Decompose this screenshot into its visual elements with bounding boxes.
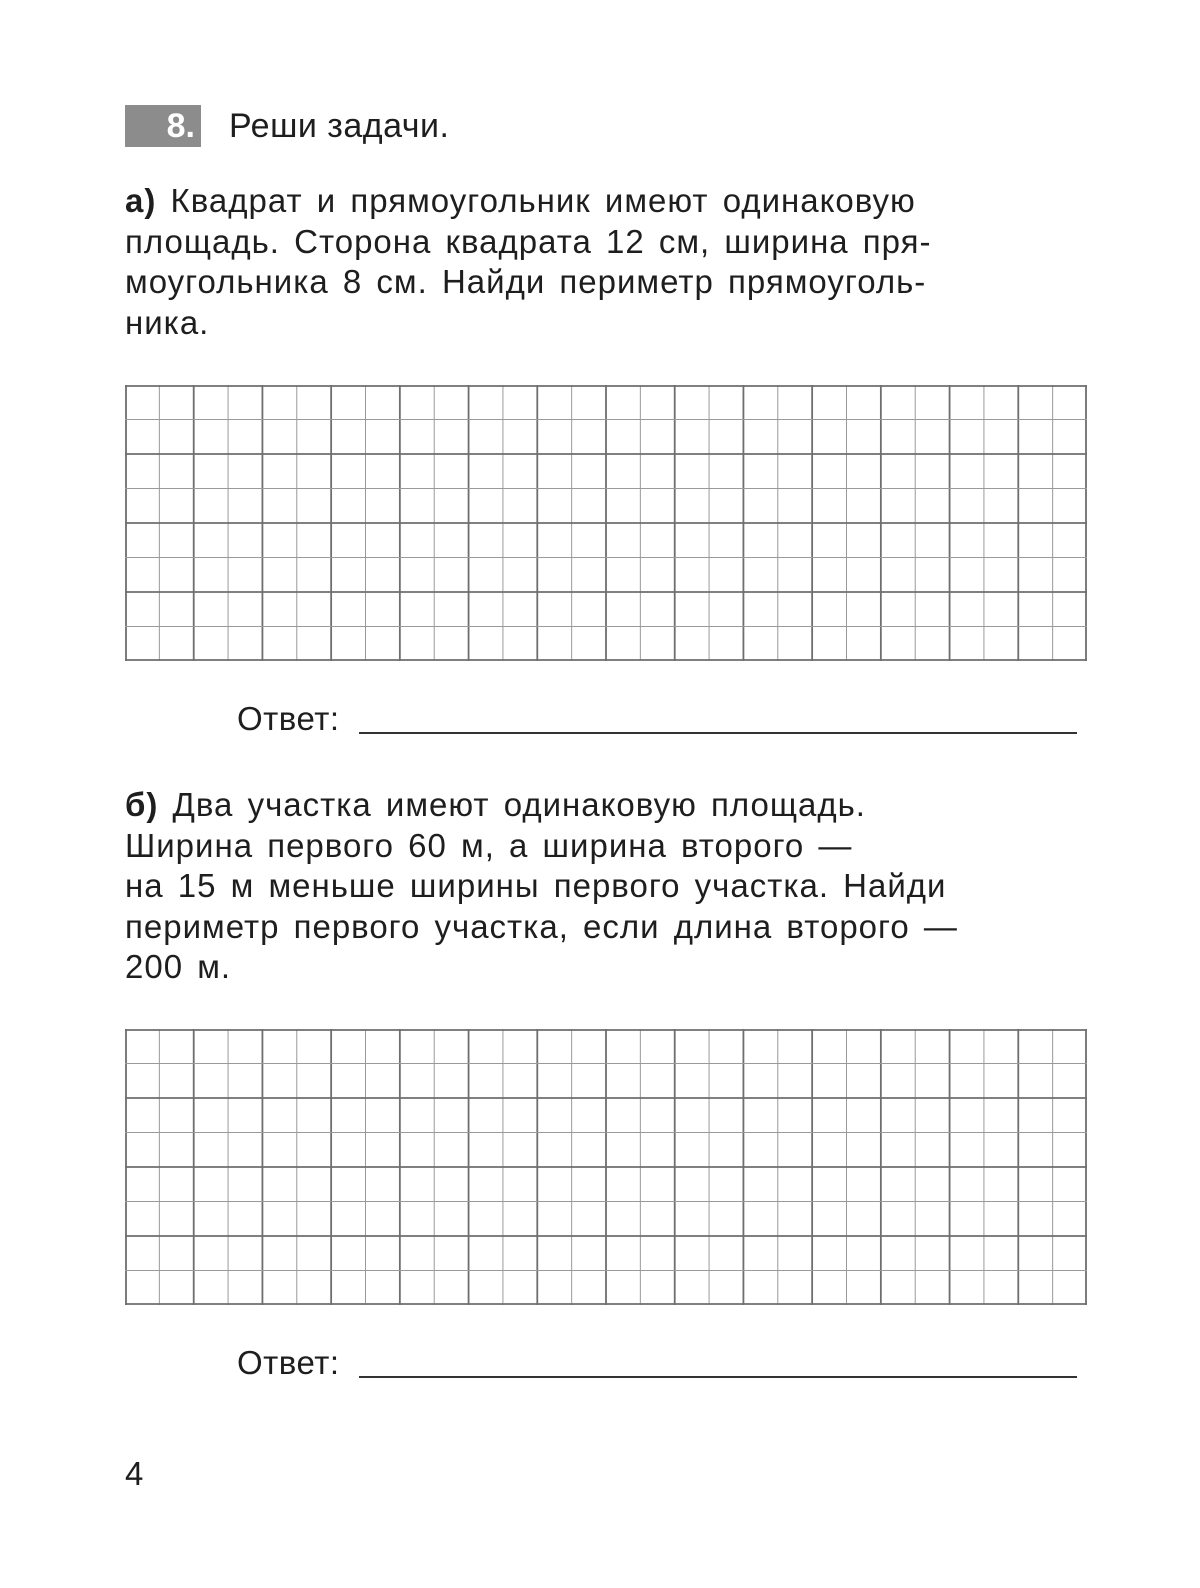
answer-b-line[interactable] [359,1376,1077,1378]
problem-a-line-3: моугольника 8 см. Найди периметр прямоуголь- [125,263,927,300]
problem-b-line-4: периметр первого участка, если длина второго — [125,907,958,945]
task-number-badge: 8. [125,105,201,147]
task-header [125,104,449,148]
problem-b-line-3: на 15 м меньше ширины первого участка. Найди [125,867,947,904]
answer-b [237,1344,1077,1382]
task-title: Реши задачи. [229,106,450,145]
problem-a-line-2: площадь. Сторона квадрата 12 см, ширина пря- [125,222,932,260]
problem-a-label: а) [125,182,157,219]
problem-a-line-4: ника. [125,303,210,341]
problem-a [125,181,1087,343]
problem-a-line-1: а) Квадрат и прямоугольник имеют одинаковую [125,182,916,219]
answer-a [237,700,1077,738]
problem-b-line-2: Ширина первого 60 м, а ширина второго — [125,826,853,864]
problem-b-label: б) [125,786,159,823]
solution-grid-b[interactable] [125,1029,1087,1305]
problem-b-line-5: 200 м. [125,948,232,985]
problem-b [125,785,1087,988]
page-number: 4 [125,1455,144,1492]
answer-a-line[interactable] [359,732,1077,734]
answer-b-label: Ответ: [237,1344,340,1381]
solution-grid-a[interactable] [125,385,1087,661]
answer-a-label: Ответ: [237,700,340,737]
problem-b-line-1: б) Два участка имеют одинаковую площадь. [125,786,866,823]
